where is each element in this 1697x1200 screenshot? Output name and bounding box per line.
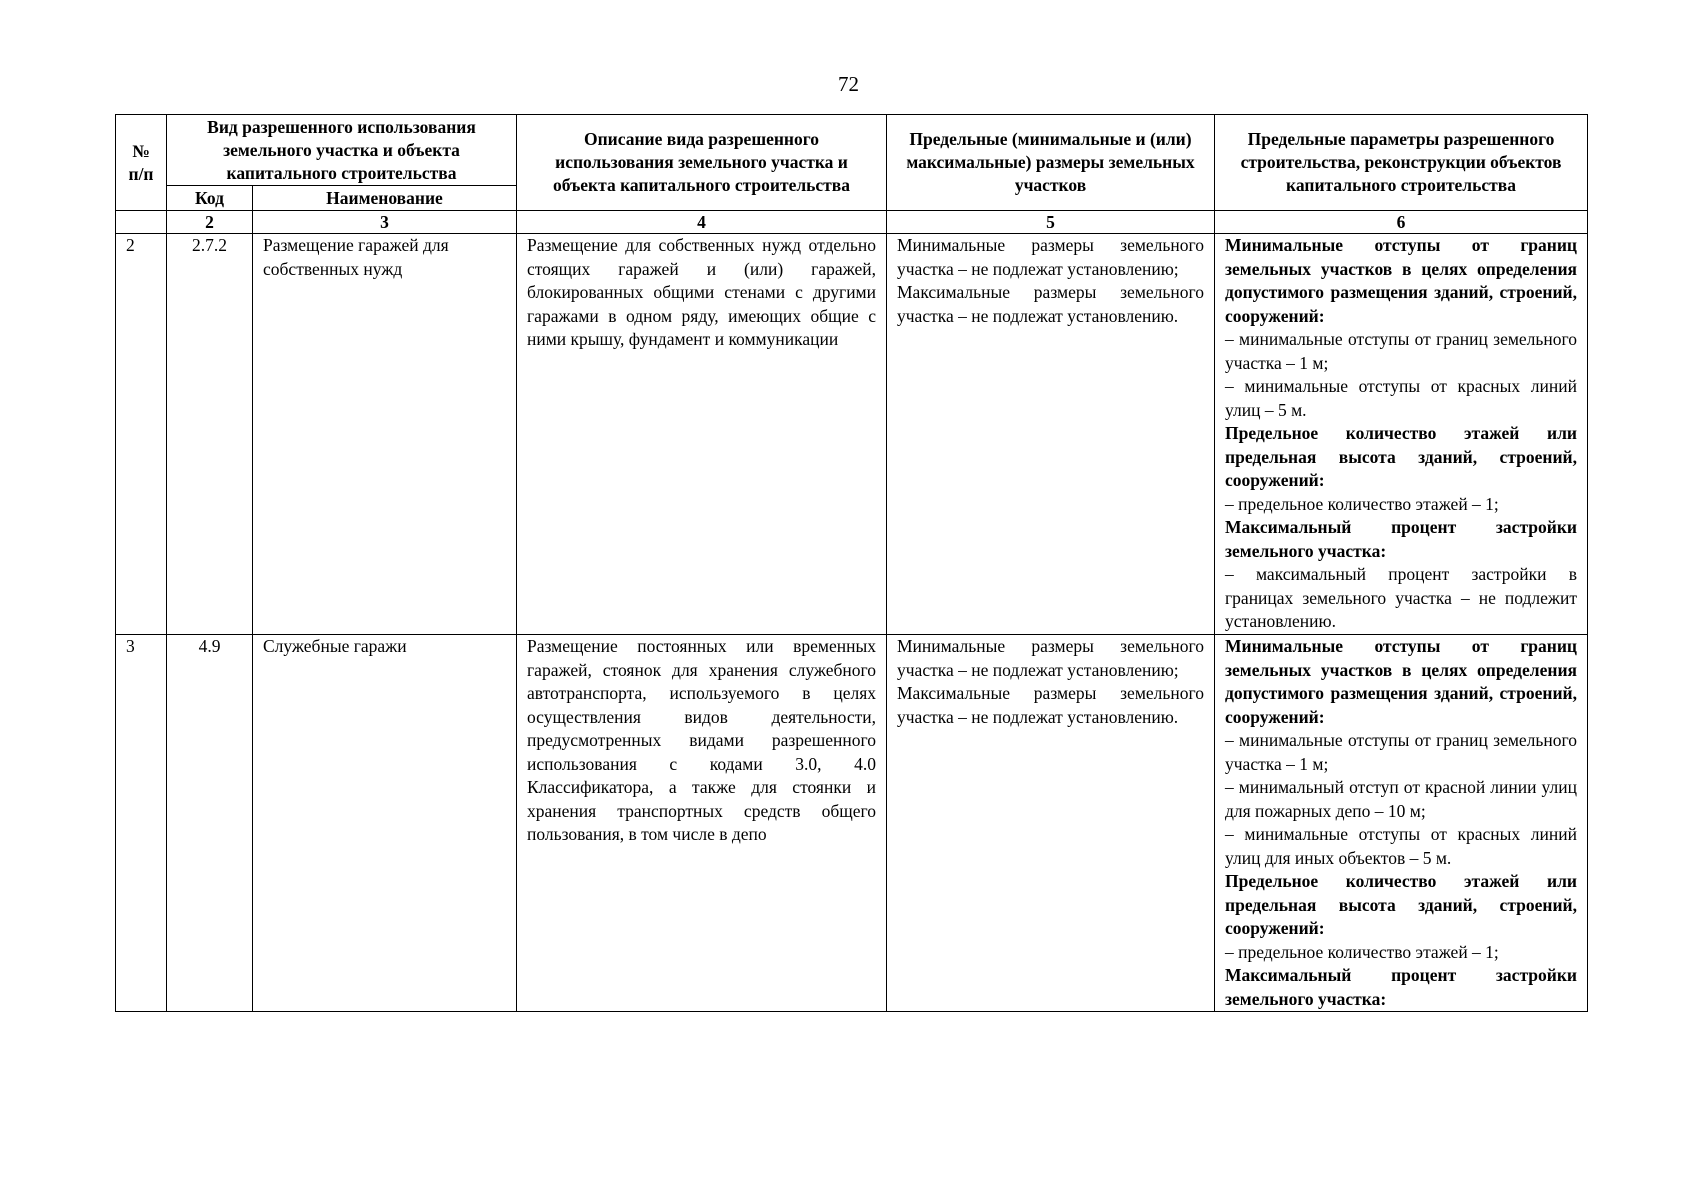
column-number: 6	[1215, 211, 1588, 234]
row-number: 3	[116, 635, 167, 1012]
header-code: Код	[167, 186, 253, 211]
params-heading: Предельное количество этажей или предельная высота зданий, строений, сооружений:	[1225, 871, 1577, 938]
use-code: 4.9	[167, 635, 253, 1012]
page-number: 72	[838, 72, 859, 96]
header-use-type-group: Вид разрешенного использования земельного участка и объекта капитального строительства	[167, 115, 517, 186]
column-number: 4	[517, 211, 887, 234]
column-number: 3	[253, 211, 517, 234]
column-number-empty	[116, 211, 167, 234]
header-plot-sizes: Предельные (минимальные и (или) максимальные) размеры земельных участков	[887, 115, 1215, 211]
params-item: – минимальный отступ от красной линии улиц для пожарных депо – 10 м;	[1225, 777, 1577, 821]
use-description: Размещение для собственных нужд отдельно стоящих гаражей и (или) гаражей, блокированных общими стенами с другими гаражами в одном ряду, имеющих общие с ними крышу, фундамент и коммуникации	[517, 234, 887, 635]
plot-size-line: Максимальные размеры земельного участка – не подлежат установлению.	[897, 683, 1204, 727]
params-item: – минимальные отступы от границ земельного участка – 1 м;	[1225, 730, 1577, 774]
header-row-number: № п/п	[116, 115, 167, 211]
use-name: Служебные гаражи	[253, 635, 517, 1012]
plot-sizes	[887, 635, 1215, 1012]
construction-params	[1215, 635, 1588, 1012]
plot-size-line: Минимальные размеры земельного участка – не подлежат установлению;	[897, 235, 1204, 279]
plot-size-line: Минимальные размеры земельного участка – не подлежат установлению;	[897, 636, 1204, 680]
construction-params	[1215, 234, 1588, 635]
params-item: – минимальные отступы от границ земельного участка – 1 м;	[1225, 329, 1577, 373]
column-number: 2	[167, 211, 253, 234]
header-name: Наименование	[253, 186, 517, 211]
table-row	[116, 234, 1588, 635]
header-construction-params: Предельные параметры разрешенного строительства, реконструкции объектов капитального строительства	[1215, 115, 1588, 211]
header-description: Описание вида разрешенного использования земельного участка и объекта капитального строительства	[517, 115, 887, 211]
params-heading: Предельное количество этажей или предельная высота зданий, строений, сооружений:	[1225, 423, 1577, 490]
params-heading: Максимальный процент застройки земельного участка:	[1225, 965, 1577, 1009]
plot-sizes	[887, 234, 1215, 635]
use-code: 2.7.2	[167, 234, 253, 635]
params-heading: Минимальные отступы от границ земельных участков в целях определения допустимого размещения зданий, строений, сооружений:	[1225, 235, 1577, 326]
land-use-table	[115, 114, 1588, 1012]
column-number: 5	[887, 211, 1215, 234]
params-item: – предельное количество этажей – 1;	[1225, 493, 1499, 514]
use-description: Размещение постоянных или временных гаражей, стоянок для хранения служебного автотранспорта, используемого в целях осуществления видов деятельности, предусмотренных видами разрешенного использования с кодами 3.0, 4.0 Классификатора, а также для стоянки и хранения транспортных средств общего пользования, в том числе в депо	[517, 635, 887, 1012]
params-item: – минимальные отступы от красных линий улиц для иных объектов – 5 м.	[1225, 824, 1577, 868]
params-item: – предельное количество этажей – 1;	[1225, 941, 1499, 962]
params-item: – минимальные отступы от красных линий улиц – 5 м.	[1225, 376, 1577, 420]
params-heading: Максимальный процент застройки земельного участка:	[1225, 517, 1577, 561]
row-number: 2	[116, 234, 167, 635]
table-row	[116, 635, 1588, 1012]
use-name: Размещение гаражей для собственных нужд	[253, 234, 517, 635]
params-heading: Минимальные отступы от границ земельных участков в целях определения допустимого размещения зданий, строений, сооружений:	[1225, 636, 1577, 727]
plot-size-line: Максимальные размеры земельного участка – не подлежат установлению.	[897, 282, 1204, 326]
params-item: – максимальный процент застройки в границах земельного участка – не подлежит установлению.	[1225, 564, 1577, 631]
